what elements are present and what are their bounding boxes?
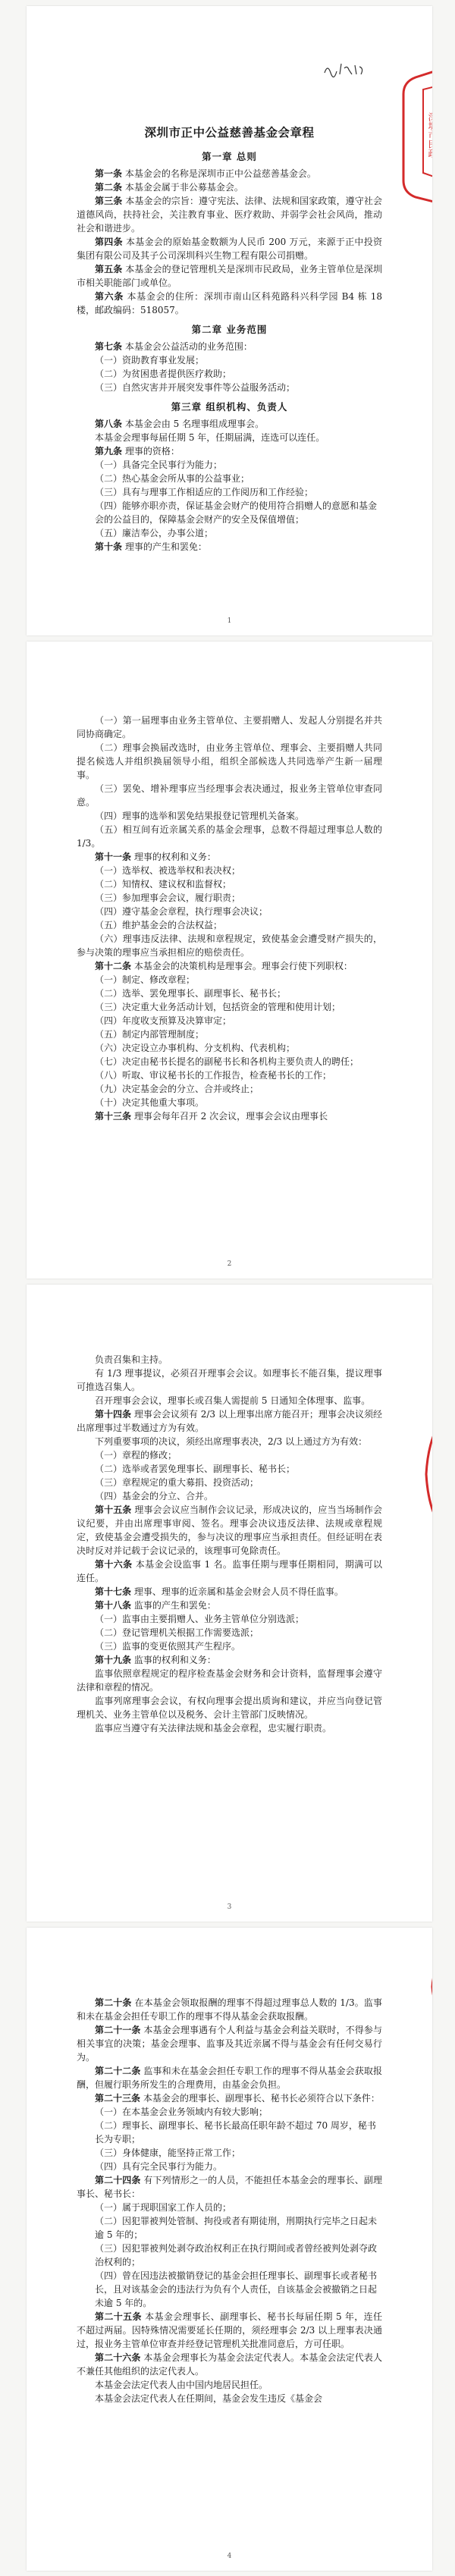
article-21: 第二十一条 本基金会理事遇有个人利益与基金会利益关联时，不得参与相关事宜的决策；基金会理事、监事及其近亲属不得与基金会有任何交易行为。 [77,2025,382,2063]
list-item: （六）决定设立办事机构、分支机构、代表机构； [95,1043,296,1053]
list-item: （三）具有与理事工作相适应的工作阅历和工作经验； [95,487,314,497]
document-page-1 [27,6,438,635]
list-item: （四）具有完全民事行为能力。 [95,2161,223,2172]
list-item: （三）因犯罪被判处剥夺政治权利正在执行期间或者曾经被判处剥夺政治权利的； [95,2243,378,2267]
list-item: （五）制定内部管理制度； [95,1029,205,1040]
paragraph: 有 1/3 理事提议，必须召开理事会会议。如理事长不能召集，提议理事可推选召集人。 [77,1368,382,1392]
article-9: 第九条 理事的资格： [95,446,180,457]
article-18: 第十八条 监事的产生和罢免： [95,1600,216,1611]
article-26: 第二十六条 本基金会理事长为基金会法定代表人。本基金会法定代表人不兼任其他组织的法定代表人。 [77,2352,382,2377]
paragraph: 负责召集和主持。 [95,1354,168,1365]
article-23: 第二十三条 本基金会的理事长、副理事长、秘书长必须符合以下条件： [95,2093,380,2104]
list-item: （四）能够亦职亦责，保证基金会财产的使用符合捐赠人的意愿和基金会的公益目的，保障基金会财产的安全及保值增值； [95,500,378,525]
article-22: 第二十二条 监事和未在基金会担任专职工作的理事不得从基金会获取报酬，但履行职务所发生的合理费用，由基金会负担。 [77,2066,382,2090]
article-2: 第二条 本基金会属于非公募基金会。 [95,182,243,193]
list-item: （一）选举权、被选举权和表决权； [95,865,241,876]
article-5: 第五条 本基金会的登记管理机关是深圳市民政局，业务主管单位是深圳市相关职能部门或单位。 [77,264,382,288]
chapter-heading: 第二章 业务范围 [191,324,268,335]
article-24: 第二十四条 有下列情形之一的人员，不能担任本基金会的理事长、副理事长、秘书长： [77,2175,382,2199]
list-item: （四）理事的选举和罢免结果报登记管理机关备案。 [95,811,305,821]
list-item: （一）监事由主要捐赠人、业务主管单位分别选派； [95,1614,305,1624]
document-page-2 [27,642,432,1279]
list-item: （一）制定、修改章程； [95,974,196,985]
list-item: （三）监事的变更依照其产生程序。 [95,1641,241,1652]
paragraph: 本基金会理事每届任期 5 年，任期届满，连选可以连任。 [95,432,325,443]
list-item: （三）身体健康，能坚持正常工作； [95,2148,241,2158]
page-number: 4 [227,2552,232,2560]
page-number: 3 [227,1903,232,1911]
paragraph: 召开理事会会议，理事长或召集人需提前 5 日通知全体理事、监事。 [95,1395,371,1406]
page-number: 1 [227,617,232,625]
paragraph: 下列重要事项的决议，须经出席理事表决，2/3 以上通过方为有效： [95,1436,368,1447]
article-25: 第二十五条 本基金会理事长、副理事长、秘书长每届任期 5 年，连任不超过两届。因特殊情况需要延长任期的，须经理事会 2/3 以上理事表决通过，报业务主管单位审查并经登记管理机关批准同意后，方可任职。 [77,2311,382,2349]
paragraph: 监事列席理事会会议，有权向理事会提出质询和建议，并应当向登记管理机关、业务主管单位以及税务、会计主管部门反映情况。 [77,1696,382,1720]
list-item: （二）选举或者罢免理事长、副理事长、秘书长； [95,1464,296,1474]
red-seal-icon [399,59,438,211]
paragraph: 监事依照章程规定的程序检查基金会财务和会计资料，监督理事会遵守法律和章程的情况。 [77,1668,382,1693]
svg-text:深圳市民政: 深圳市民政 [427,112,438,158]
article-14: 第十四条 理事会会议须有 2/3 以上理事出席方能召开；理事会决议须经出席理事过半数通过方为有效。 [77,1409,382,1433]
list-item: （二）知情权、建议权和监督权； [95,879,232,890]
paragraph: 本基金会法定代表人由中国内地居民担任。 [95,2380,268,2390]
chapter-heading: 第三章 组织机构、负责人 [171,401,288,413]
article-16: 第十六条 本基金会设监事 1 名。监事任期与理事任期相同，期满可以连任。 [77,1559,382,1583]
red-seal-icon: 基金会 [399,1398,432,1550]
list-item: （一）资助教育事业发展； [95,355,205,366]
list-item: （九）决定基金会的分立、合并或终止； [95,1084,259,1094]
article-10: 第十条 理事的产生和罢免： [95,541,207,552]
list-item: （七）决定由秘书长提名的副秘书长和各机构主要负责人的聘任； [95,1056,359,1067]
list-item: （二）热心基金会所从事的公益事业； [95,473,250,484]
article-8: 第八条 本基金会由 5 名理事组成理事会。 [95,419,265,429]
list-item: （四）曾在因违法被撤销登记的基金会担任理事长、副理事长或者秘书长，且对该基金会的违法行为负有个人责任，自该基金会被撤销之日起未逾 5 年的。 [95,2270,378,2308]
paragraph: 监事应当遵守有关法律法规和基金会章程，忠实履行职责。 [95,1723,332,1734]
article-1: 第一条 本基金会的名称是深圳市正中公益慈善基金会。 [95,168,316,179]
list-item: （二）因犯罪被判处管制、拘役或者有期徒刑，刑期执行完毕之日起未逾 5 年的； [95,2216,378,2240]
document-page-4 [27,1928,432,2571]
article-3: 第三条 本基金会的宗旨：遵守宪法、法律、法规和国家政策，遵守社会道德风尚，扶持社会，关注教育事业、医疗救助、并弱学会社会风尚，推动社会和谐进步。 [77,196,382,234]
list-item: （三）决定重大业务活动计划，包括资金的管理和使用计划； [95,1002,341,1012]
chapter-heading: 第一章 总则 [202,151,257,162]
article-6: 第六条 本基金会的住所：深圳市南山区科苑路科兴科学园 B4 栋 18 楼，邮政编码：518057。 [77,291,382,315]
page-number: 2 [227,1260,232,1268]
article-20: 第二十条 在本基金会领取报酬的理事不得超过理事总人数的 1/3。监事和未在基金会担任专职工作的理事不得从基金会获取报酬。 [77,1997,382,2022]
list-item: （二）登记管理机关根据工作需要选派； [95,1627,259,1638]
paragraph: （六）理事违反法律、法规和章程规定，致使基金会遭受财产损失的，参与决策的理事应当承担相应的赔偿责任。 [77,933,382,958]
list-item: （五）廉洁奉公，办事公道； [95,528,214,538]
article-13: 第十三条 理事会每年召开 2 次会议，理事会会议由理事长 [95,1111,328,1122]
list-item: （二）理事长、副理事长、秘书长最高任职年龄不超过 70 周岁，秘书长为专职； [95,2120,376,2145]
article-12: 第十二条 本基金会的决策机构是理事会。理事会行使下列职权： [95,961,353,971]
list-item: （一）属于现职国家工作人员的； [95,2202,232,2213]
red-seal-icon [399,1943,432,2026]
article-4: 第四条 本基金会的原始基金数额为人民币 200 万元，来源于正中投资集团有限公司及其子公司深圳科兴生物工程有限公司捐赠。 [77,237,382,261]
list-item: （四）年度收支预算及决算审定； [95,1015,232,1026]
list-item: （五）维护基金会的合法权益； [95,920,223,930]
list-item: （三）自然灾害并开展突发事件等公益服务活动； [95,382,296,393]
document-page-3 [27,1285,450,1922]
article-19: 第十九条 监事的权利和义务： [95,1655,216,1665]
list-item: （一）章程的修改； [95,1450,177,1461]
list-item: （一）在本基金会业务领域内有较大影响； [95,2107,268,2117]
list-item: （三）罢免、增补理事应当经理事会表决通过，报业务主管单位审查同意。 [77,783,382,808]
list-item: （四）基金会的分立、合并。 [95,1491,214,1501]
list-item: （二）理事会换届改选时，由业务主管单位、理事会、主要捐赠人共同提名候选人并组织换届领导小组，组织全部候选人共同选举产生新一届理事。 [77,742,382,780]
list-item: （三）参加理事会会议，履行职责； [95,893,241,903]
paragraph: 本基金会法定代表人在任期间，基金会发生违反《基金会 [95,2393,323,2404]
list-item: （二）为贫困患者提供医疗救助； [95,369,232,379]
article-11: 第十一条 理事的权利和义务： [95,852,216,862]
list-item: （二）选举、罢免理事长、副理事长、秘书长； [95,988,287,999]
handwritten-note [322,59,367,79]
article-17: 第十七条 理事、理事的近亲属和基金会财会人员不得任监事。 [95,1586,344,1597]
list-item: （一）具备完全民事行为能力； [95,460,223,470]
list-item: （八）听取、审议秘书长的工作报告，检查秘书长的工作； [95,1070,332,1081]
list-item: （五）相互间有近亲属关系的基金会理事，总数不得超过理事总人数的 1/3。 [77,824,382,849]
document-title: 深圳市正中公益慈善基金会章程 [144,125,315,140]
list-item: （一）第一届理事由业务主管单位、主要捐赠人、发起人分别提名并共同协商确定。 [77,715,382,739]
list-item: （四）遵守基金会章程，执行理事会决议； [95,906,268,917]
list-item: （三）章程规定的重大募捐、投资活动； [95,1477,259,1488]
list-item: （十）决定其他重大事项。 [95,1097,205,1108]
article-7: 第七条 本基金会公益活动的业务范围： [95,341,253,352]
article-15: 第十五条 理事会会议应当制作会议记录，形成决议的，应当当场制作会议纪要，并由出席理事审阅、签名。理事会决议违反法律、法规或章程规定，致使基金会遭受损失的，参与决议的理事应当承担责任。但经证明在表决时反对并记载于会议记录的，该理事可免除责任。 [77,1504,382,1556]
